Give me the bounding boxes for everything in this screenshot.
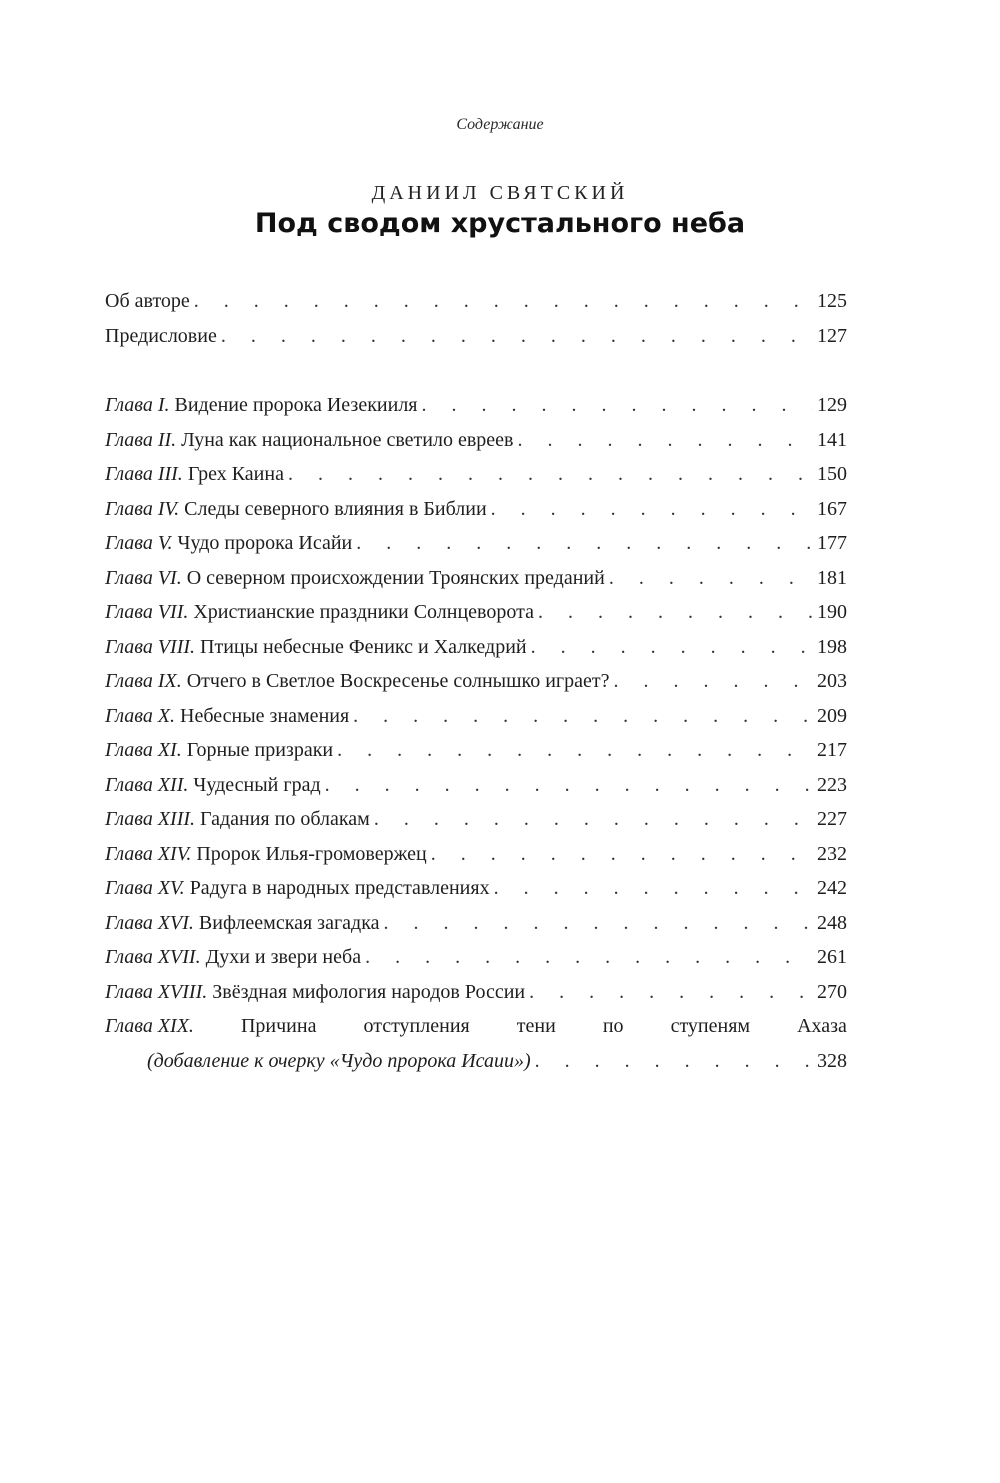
- toc-entry-chapter-2: [105, 423, 847, 458]
- running-head: Содержание: [456, 116, 544, 133]
- chapter-title: Видение пророка Иезекииля: [174, 394, 418, 416]
- chapter-title-word: ступеням: [670, 1015, 751, 1037]
- toc-entry-chapter-19: [105, 1009, 847, 1044]
- toc-page-number: 328: [817, 1049, 847, 1072]
- toc-page-number: 217: [817, 739, 847, 761]
- toc-page-number: 227: [817, 808, 847, 830]
- toc-leader-dots: [221, 319, 813, 353]
- chapter-prefix: Глава I.: [105, 394, 170, 416]
- toc-page-number: 129: [817, 394, 847, 416]
- toc-page-number: 242: [817, 877, 847, 899]
- chapter-title: Грех Каина: [187, 463, 284, 485]
- toc-entry-title: Предисловие: [105, 324, 217, 347]
- toc-entry-chapter-4: [105, 492, 847, 527]
- toc-leader-dots: [356, 526, 813, 560]
- toc-leader-dots: [494, 871, 813, 905]
- chapter-prefix: Глава XVII.: [105, 946, 201, 968]
- toc-entry-preface: [105, 319, 847, 354]
- toc-front-matter: [105, 284, 847, 353]
- author-name: ДАНИИЛ СВЯТСКИЙ: [371, 182, 629, 204]
- toc-leader-dots: [325, 768, 813, 802]
- chapter-title-word: Причина: [240, 1015, 317, 1037]
- chapter-prefix: Глава XIV.: [105, 842, 192, 865]
- toc-leader-dots: [609, 561, 813, 595]
- toc-entry-chapter-9: [105, 664, 847, 699]
- chapter-prefix: Глава IV.: [105, 497, 180, 520]
- toc-page-number: 141: [817, 428, 847, 451]
- toc-entry-chapter-16: [105, 906, 847, 941]
- chapter-prefix: Глава XVI.: [105, 911, 194, 934]
- toc-entry-chapter-6: [105, 561, 847, 596]
- chapter-prefix: Глава V.: [105, 532, 173, 554]
- toc-page-number: 181: [817, 566, 847, 589]
- toc-leader-dots: [613, 664, 813, 698]
- toc-entry-chapter-10: [105, 699, 847, 734]
- chapter-prefix: Глава IX.: [105, 670, 182, 692]
- toc-page-number: 270: [817, 980, 847, 1003]
- toc-leader-dots: [374, 802, 813, 836]
- chapter-prefix: Глава X.: [105, 704, 176, 727]
- chapter-title: Духи и звери неба: [205, 946, 362, 968]
- toc-page-number: 198: [817, 635, 847, 658]
- chapter-prefix: Глава XI.: [105, 739, 182, 761]
- chapter-prefix: Глава VI.: [105, 566, 182, 589]
- chapter-title: Гадания по облакам: [200, 808, 370, 830]
- toc-page-number: 203: [817, 670, 847, 692]
- toc-entry-chapter-8: [105, 630, 847, 665]
- toc-page-number: 232: [817, 842, 847, 865]
- toc-page-number: 167: [817, 497, 847, 520]
- chapter-title-continuation: (добавление к очерку «Чудо пророка Исаии»): [147, 1049, 531, 1072]
- chapter-title-word: по: [602, 1015, 624, 1037]
- toc-leader-dots: [337, 733, 813, 767]
- chapter-title: Вифлеемская загадка: [198, 911, 380, 934]
- chapter-prefix: Глава XIX.: [105, 1015, 194, 1037]
- chapter-title: Следы северного влияния в Библии: [184, 497, 487, 520]
- toc-leader-dots: [422, 388, 813, 422]
- chapter-title: Птицы небесные Феникс и Халкедрий: [200, 635, 527, 658]
- toc-entry-chapter-13: [105, 802, 847, 837]
- toc-leader-dots: [384, 906, 813, 940]
- toc-page-number: 209: [817, 704, 847, 727]
- toc-entry-title: Об авторе: [105, 290, 190, 312]
- book-title: Под сводом хрустального неба: [254, 208, 746, 239]
- chapter-prefix: Глава III.: [105, 463, 183, 485]
- chapter-title: Горные призраки: [186, 739, 334, 761]
- toc-page-number: 125: [817, 290, 847, 312]
- toc-page-number: 177: [817, 532, 847, 554]
- toc-leader-dots: [365, 940, 813, 974]
- toc-entry-chapter-3: [105, 457, 847, 492]
- toc-leader-dots: [353, 699, 813, 733]
- chapter-prefix: Глава VII.: [105, 601, 189, 623]
- toc-leader-dots: [535, 1044, 813, 1078]
- chapter-prefix: Глава XV.: [105, 877, 185, 899]
- toc-leader-dots: [431, 837, 813, 871]
- toc-entry-chapter-14: [105, 837, 847, 872]
- toc-entry-chapter-17: [105, 940, 847, 975]
- toc-leader-dots: [531, 630, 813, 664]
- toc-entry-about-author: [105, 284, 847, 319]
- chapter-prefix: Глава XVIII.: [105, 980, 208, 1003]
- toc-page-number: 261: [817, 946, 847, 968]
- chapter-title-word: тени: [516, 1015, 556, 1037]
- toc-page-number: 223: [817, 773, 847, 796]
- chapter-title: Христианские праздники Солнцеворота: [193, 601, 534, 623]
- chapter-title: О северном происхождении Троянских преданий: [186, 566, 605, 589]
- toc-leader-dots: [288, 457, 813, 491]
- chapter-prefix: Глава II.: [105, 428, 177, 451]
- toc-entry-chapter-7: [105, 595, 847, 630]
- toc-leader-dots: [491, 492, 813, 526]
- toc-entry-chapter-5: [105, 526, 847, 561]
- toc-leader-dots: [194, 284, 813, 318]
- toc-page-number: 248: [817, 911, 847, 934]
- chapter-title: Радуга в народных представлениях: [189, 877, 490, 899]
- toc-leader-dots: [518, 423, 814, 457]
- toc-chapters: [105, 388, 847, 1078]
- chapter-title: Пророк Илья-громовержец: [196, 842, 427, 865]
- chapter-title: Небесные знамения: [180, 704, 350, 727]
- toc-entry-chapter-11: [105, 733, 847, 768]
- chapter-prefix: Глава XIII.: [105, 808, 196, 830]
- toc-entry-chapter-19-continuation: [105, 1044, 847, 1079]
- toc-entry-chapter-12: [105, 768, 847, 803]
- chapter-title-justified: [105, 1009, 847, 1043]
- toc-page-number: 127: [817, 324, 847, 347]
- chapter-title: Чудесный град: [193, 773, 321, 796]
- chapter-title: Чудо пророка Исайи: [177, 532, 353, 554]
- chapter-title-word: отступления: [363, 1015, 470, 1037]
- toc-entry-chapter-15: [105, 871, 847, 906]
- chapter-title-word: Ахаза: [797, 1015, 847, 1037]
- toc-leader-dots: [529, 975, 813, 1009]
- toc-entry-chapter-1: [105, 388, 847, 423]
- chapter-prefix: Глава VIII.: [105, 635, 196, 658]
- chapter-title: Отчего в Светлое Воскресенье солнышко играет?: [186, 670, 610, 692]
- chapter-prefix: Глава XII.: [105, 773, 189, 796]
- toc-entry-chapter-18: [105, 975, 847, 1010]
- toc-page-number: 190: [817, 601, 847, 623]
- toc-leader-dots: [538, 595, 813, 629]
- chapter-title: Звёздная мифология народов России: [212, 980, 526, 1003]
- toc-page-number: 150: [817, 463, 847, 485]
- chapter-title: Луна как национальное светило евреев: [181, 428, 514, 451]
